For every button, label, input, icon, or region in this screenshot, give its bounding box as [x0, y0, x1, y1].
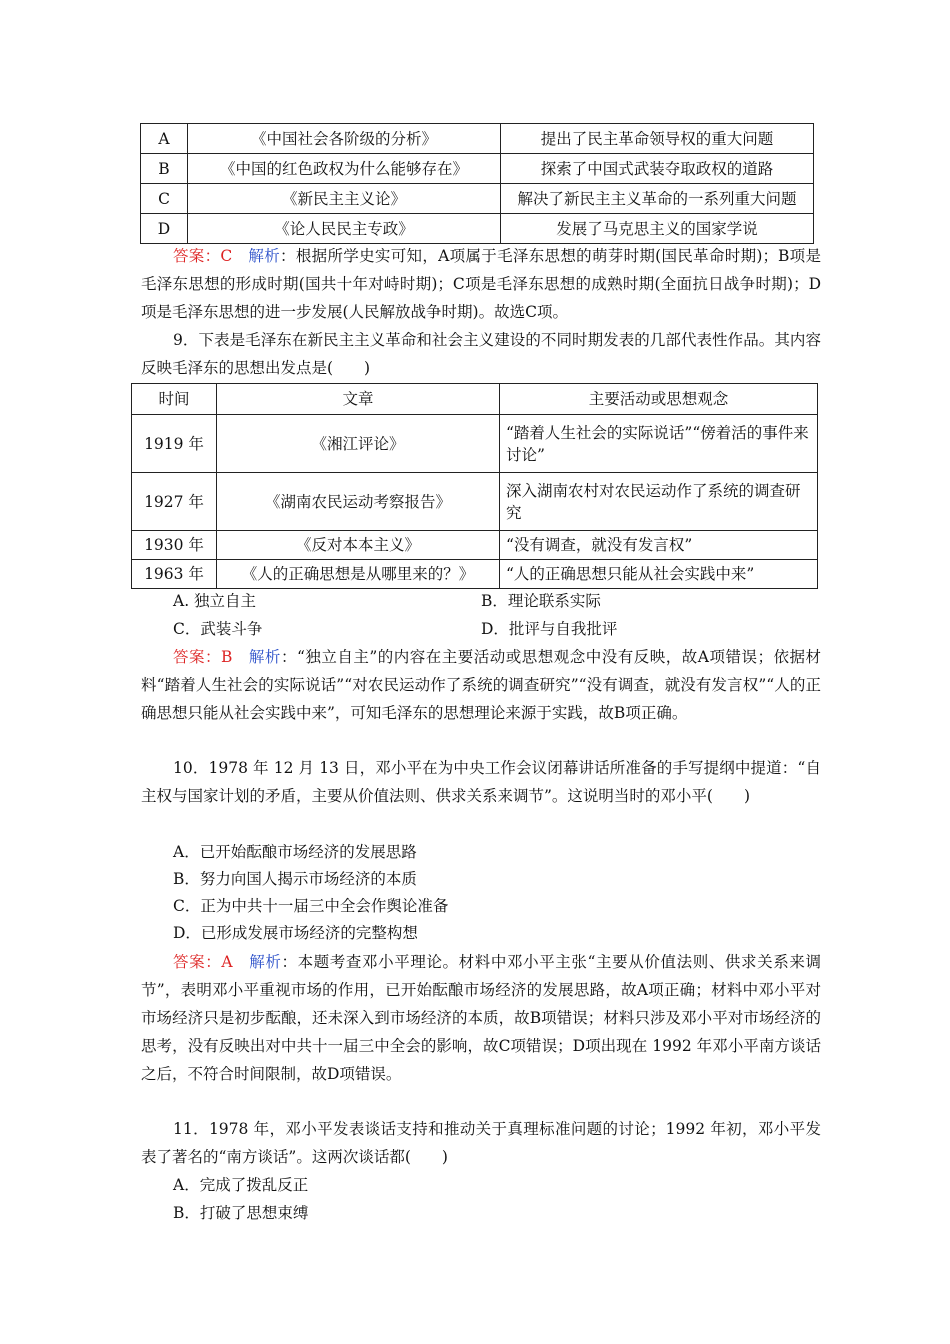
q9-table: [131, 383, 818, 589]
table-row: [132, 531, 818, 560]
q9-explanation: [141, 643, 821, 727]
header-time: 时间: [132, 384, 217, 415]
table-row: [141, 214, 814, 244]
work-title: 《中国的红色政权为什么能够存在》: [188, 154, 501, 184]
answer-label: 答案：A: [173, 953, 233, 971]
q9-stem: 9．下表是毛泽东在新民主主义革命和社会主义建设的不同时期发表的几部代表性作品。其内容反映毛泽东的思想出发点是( ): [141, 331, 821, 377]
q11-option-b: B．打破了思想束缚: [173, 1204, 309, 1222]
q9-option-a: A. 独立自主: [173, 592, 257, 610]
row-time: 1930 年: [132, 531, 217, 560]
row-article: 《反对本本主义》: [217, 531, 500, 560]
q8-explanation: [141, 242, 821, 326]
q9-option-c: C．武装斗争: [173, 620, 263, 638]
q9-option-b: B．理论联系实际: [481, 592, 601, 610]
row-idea: “人的正确思想只能从社会实践中来”: [500, 560, 818, 589]
q11-stem: 11．1978 年，邓小平发表谈话支持和推动关于真理标准问题的讨论；1992 年初，邓小平发表了著名的“南方谈话”。这两次谈话都( ): [141, 1120, 821, 1166]
option-key: C: [141, 184, 188, 214]
q10-option-c: C．正为中共十一届三中全会作舆论准备: [173, 897, 449, 915]
explanation-text: ：根据所学史实可知，A项属于毛泽东思想的萌芽时期(国民革命时期)；B项是毛泽东思想的形成时期(国共十年对峙时期)；C项是毛泽东思想的成熟时期(全面抗日战争时期)；D项是毛泽东思想的进一步发展(人民解放战争时期)。故选C项。: [141, 247, 821, 321]
explanation-text: ：本题考查邓小平理论。材料中邓小平主张“主要从价值法则、供求关系来调节”，表明邓小平重视市场的作用，已开始酝酿市场经济的发展思路，故A项正确；材料中邓小平对市场经济只是初步酝酿，还未深入到市场经济的本质，故B项错误；材料只涉及邓小平对市场经济的思考，没有反映出对中共十一届三中全会的影响，故C项错误；D项出现在 1992 年邓小平南方谈话之后，不符合时间限制，故D项错误。: [141, 953, 821, 1083]
row-article: 《湘江评论》: [217, 415, 500, 473]
jiexi-label: 解析: [249, 953, 282, 971]
table-row: [132, 560, 818, 589]
work-title: 《中国社会各阶级的分析》: [188, 124, 501, 154]
work-note: 提出了民主革命领导权的重大问题: [501, 124, 814, 154]
row-idea: “没有调查，就没有发言权”: [500, 531, 818, 560]
jiexi-label: 解析: [248, 648, 281, 666]
work-note: 发展了马克思主义的国家学说: [501, 214, 814, 244]
table-row: [141, 184, 814, 214]
option-key: A: [141, 124, 188, 154]
work-note: 解决了新民主主义革命的一系列重大问题: [501, 184, 814, 214]
option-key: B: [141, 154, 188, 184]
work-title: 《新民主主义论》: [188, 184, 501, 214]
q9-option-d: D．批评与自我批评: [481, 620, 618, 638]
header-article: 文章: [217, 384, 500, 415]
option-key: D: [141, 214, 188, 244]
q8-options-table: [140, 123, 814, 244]
table-header-row: [132, 384, 818, 415]
table-row: [132, 473, 818, 531]
row-article: 《人的正确思想是从哪里来的？》: [217, 560, 500, 589]
table-row: [141, 154, 814, 184]
q10-option-b: B．努力向国人揭示市场经济的本质: [173, 870, 417, 888]
table-row: [132, 415, 818, 473]
row-article: 《湖南农民运动考察报告》: [217, 473, 500, 531]
header-idea: 主要活动或思想观念: [500, 384, 818, 415]
answer-label: 答案：B: [173, 648, 233, 666]
work-title: 《论人民民主专政》: [188, 214, 501, 244]
work-note: 探索了中国式武装夺取政权的道路: [501, 154, 814, 184]
q10-stem: 10．1978 年 12 月 13 日，邓小平在为中央工作会议闭幕讲话所准备的手写提纲中提道：“自主权与国家计划的矛盾，主要从价值法则、供求关系来调节”。这说明当时的邓小平( ): [141, 759, 821, 805]
row-time: 1919 年: [132, 415, 217, 473]
row-idea: 深入湖南农村对农民运动作了系统的调查研究: [500, 473, 818, 531]
q10-explanation: [141, 948, 821, 1088]
row-time: 1963 年: [132, 560, 217, 589]
table-row: [141, 124, 814, 154]
q11-option-a: A．完成了拨乱反正: [173, 1176, 309, 1194]
q10-option-d: D．已形成发展市场经济的完整构想: [173, 924, 418, 942]
row-time: 1927 年: [132, 473, 217, 531]
answer-label: 答案：C: [173, 247, 233, 265]
row-idea: “踏着人生社会的实际说话”“傍着活的事件来讨论”: [500, 415, 818, 473]
q10-option-a: A．已开始酝酿市场经济的发展思路: [173, 843, 417, 861]
jiexi-label: 解析: [248, 247, 281, 265]
explanation-text: ：“独立自主”的内容在主要活动或思想观念中没有反映，故A项错误；依据材料“踏着人生社会的实际说话”“对农民运动作了系统的调查研究”“没有调查，就没有发言权”“人的正确思想只能从社会实践中来”，可知毛泽东的思想理论来源于实践，故B项正确。: [141, 648, 822, 722]
